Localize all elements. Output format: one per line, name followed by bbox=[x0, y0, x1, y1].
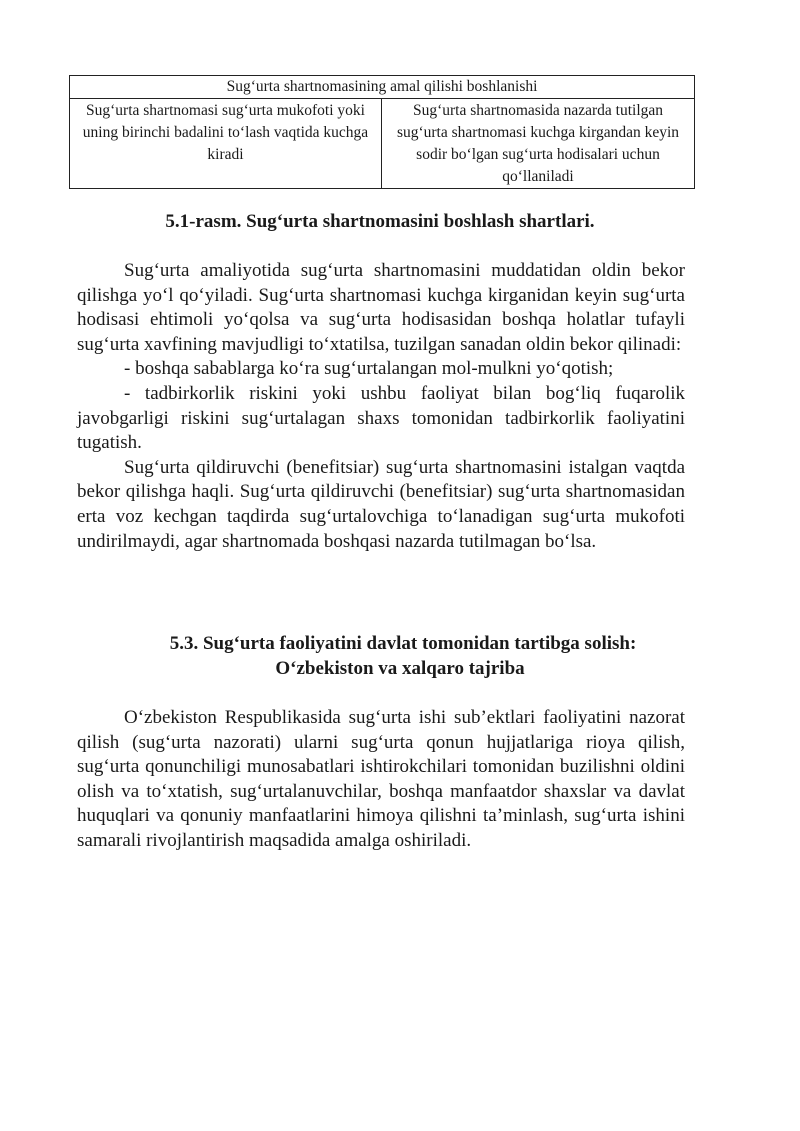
paragraph: O‘zbekiston Respublikasida sug‘urta ishi sub’ektlari faoliyatini nazorat qilish (sug‘urta nazorati) ularni sug‘urta qonun hujjatlariga rioya qilish, sug‘urta qonunchiligi munosabatlari ishtirokchilari tomonidan buzilishni oldini olish va to‘xtatish, sug‘urtalanuvchilar, boshqa manfaatdor shaxslar va davlat huquqlari va qonuniy manfaatlarini himoya qilishni ta’minlash, sug‘urta ishini samarali rivojlantirish maqsadida amalga oshiriladi. bbox=[77, 707, 685, 851]
list-item: - boshqa sabablarga ko‘ra sug‘urtalangan mol-mulkni yo‘qotish; bbox=[124, 358, 614, 380]
text-block-2 bbox=[77, 706, 685, 854]
figure-table-header: Sug‘urta shartnomasining amal qilishi boshlanishi bbox=[70, 76, 695, 99]
figure-table bbox=[69, 75, 695, 189]
paragraph: Sug‘urta amaliyotida sug‘urta shartnomasini muddatidan oldin bekor qilishga yo‘l qo‘yiladi. Sug‘urta shartnomasi kuchga kirganidan keyin sug‘urta hodisasi ehtimoli yo‘qolsa va sug‘urta hodisasidan boshqa holatlar tufayli sug‘urta xavfining mavjudligi to‘xtatilsa, tuzilgan sanadan oldin bekor qilinadi: bbox=[77, 260, 685, 355]
list-item: - tadbirkorlik riskini yoki ushbu faoliyat bilan bog‘liq fuqarolik javobgarligi riskini sug‘urtalagan shaxs tomonidan tadbirkorlik faoliyatini tugatish. bbox=[77, 382, 685, 454]
section-heading bbox=[0, 631, 800, 681]
paragraph: Sug‘urta qildiruvchi (benefitsiar) sug‘urta shartnomasini istalgan vaqtda bekor qilishga haqli. Sug‘urta qildiruvchi (benefitsiar) sug‘urta shartnomasidan erta voz kechgan taqdirda sug‘urtalovchiga to‘lanadigan sug‘urta mukofoti undirilmaydi, agar shartnomada boshqasi nazarda tutilmagan bo‘lsa. bbox=[77, 456, 685, 552]
figure-table-header-row bbox=[70, 76, 695, 99]
figure-caption: 5.1-rasm. Sug‘urta shartnomasini boshlash shartlari. bbox=[165, 211, 595, 232]
text-block-1 bbox=[77, 259, 685, 554]
section-heading-line1: 5.3. Sug‘urta faoliyatini davlat tomonidan tartibga solish: bbox=[169, 633, 637, 654]
figure-table-right-cell: Sug‘urta shartnomasida nazarda tutilgan sug‘urta shartnomasi kuchga kirgandan keyin sodir bo‘lgan sug‘urta hodisalari uchun qo‘llaniladi bbox=[382, 99, 695, 189]
figure-table-body-row bbox=[70, 99, 695, 189]
figure-table-left-cell: Sug‘urta shartnomasi sug‘urta mukofoti yoki uning birinchi badalini to‘lash vaqtida kuchga kiradi bbox=[70, 99, 382, 189]
section-heading-line2: O‘zbekiston va xalqaro tajriba bbox=[275, 658, 525, 679]
